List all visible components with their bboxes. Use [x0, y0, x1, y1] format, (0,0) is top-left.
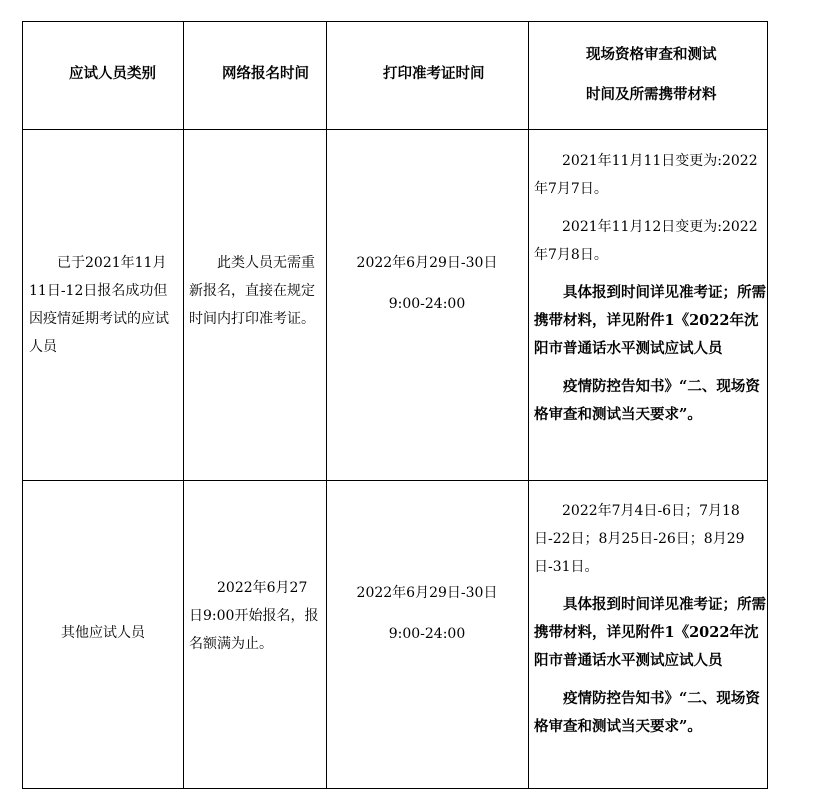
- column-divider: [528, 22, 529, 788]
- row2-category: 其他应试人员: [61, 625, 145, 641]
- row2-details: [534, 497, 766, 741]
- row1-detail-item: 2021年11月11日变更为:2022年7月7日。: [534, 153, 758, 197]
- row2-materials-note: 具体报到时间详见准考证；所需携带材料，详见附件1《2022年沈阳市普通话水平测试应试人员: [534, 596, 766, 669]
- row2-print-date: 2022年6月29日-30日: [356, 585, 498, 601]
- row1-details: [534, 147, 766, 429]
- row1-print-date: 2022年6月29日-30日: [356, 255, 498, 271]
- row-divider: [23, 480, 767, 481]
- row2-register-time: 2022年6月27日9:00开始报名，报名额满为止。: [189, 580, 319, 652]
- header-onsite-check-line1: 现场资格审查和测试: [586, 46, 717, 63]
- row2-detail-item: 2022年7月4日-6日；7月18日-22日；8月25日-26日；8月29日-31日。: [534, 503, 745, 575]
- column-divider: [183, 22, 184, 788]
- schedule-table: [22, 21, 768, 789]
- row1-epidemic-note: 疫情防控告知书》“二、现场资格审查和测试当天要求”。: [534, 378, 760, 423]
- row1-category: 已于2021年11月11日-12日报名成功但因疫情延期考试的应试人员: [29, 255, 169, 355]
- row2-epidemic-note: 疫情防控告知书》“二、现场资格审查和测试当天要求”。: [534, 690, 760, 735]
- row1-print-hours: 9:00-24:00: [388, 296, 466, 312]
- row2-print-hours: 9:00-24:00: [388, 626, 466, 642]
- row-divider: [23, 129, 767, 130]
- header-register-time: 网络报名时间: [222, 65, 309, 82]
- row1-detail-item: 2021年11月12日变更为:2022年7月8日。: [534, 219, 758, 263]
- row1-register-time: 此类人员无需重新报名，直接在规定时间内打印准考证。: [189, 255, 315, 327]
- row1-materials-note: 具体报到时间详见准考证；所需携带材料，详见附件1《2022年沈阳市普通话水平测试应试人员: [534, 284, 766, 357]
- header-onsite-check-line2: 时间及所需携带材料: [586, 86, 717, 103]
- header-category: 应试人员类别: [69, 65, 156, 82]
- column-divider: [326, 22, 327, 788]
- header-print-time: 打印准考证时间: [383, 65, 485, 82]
